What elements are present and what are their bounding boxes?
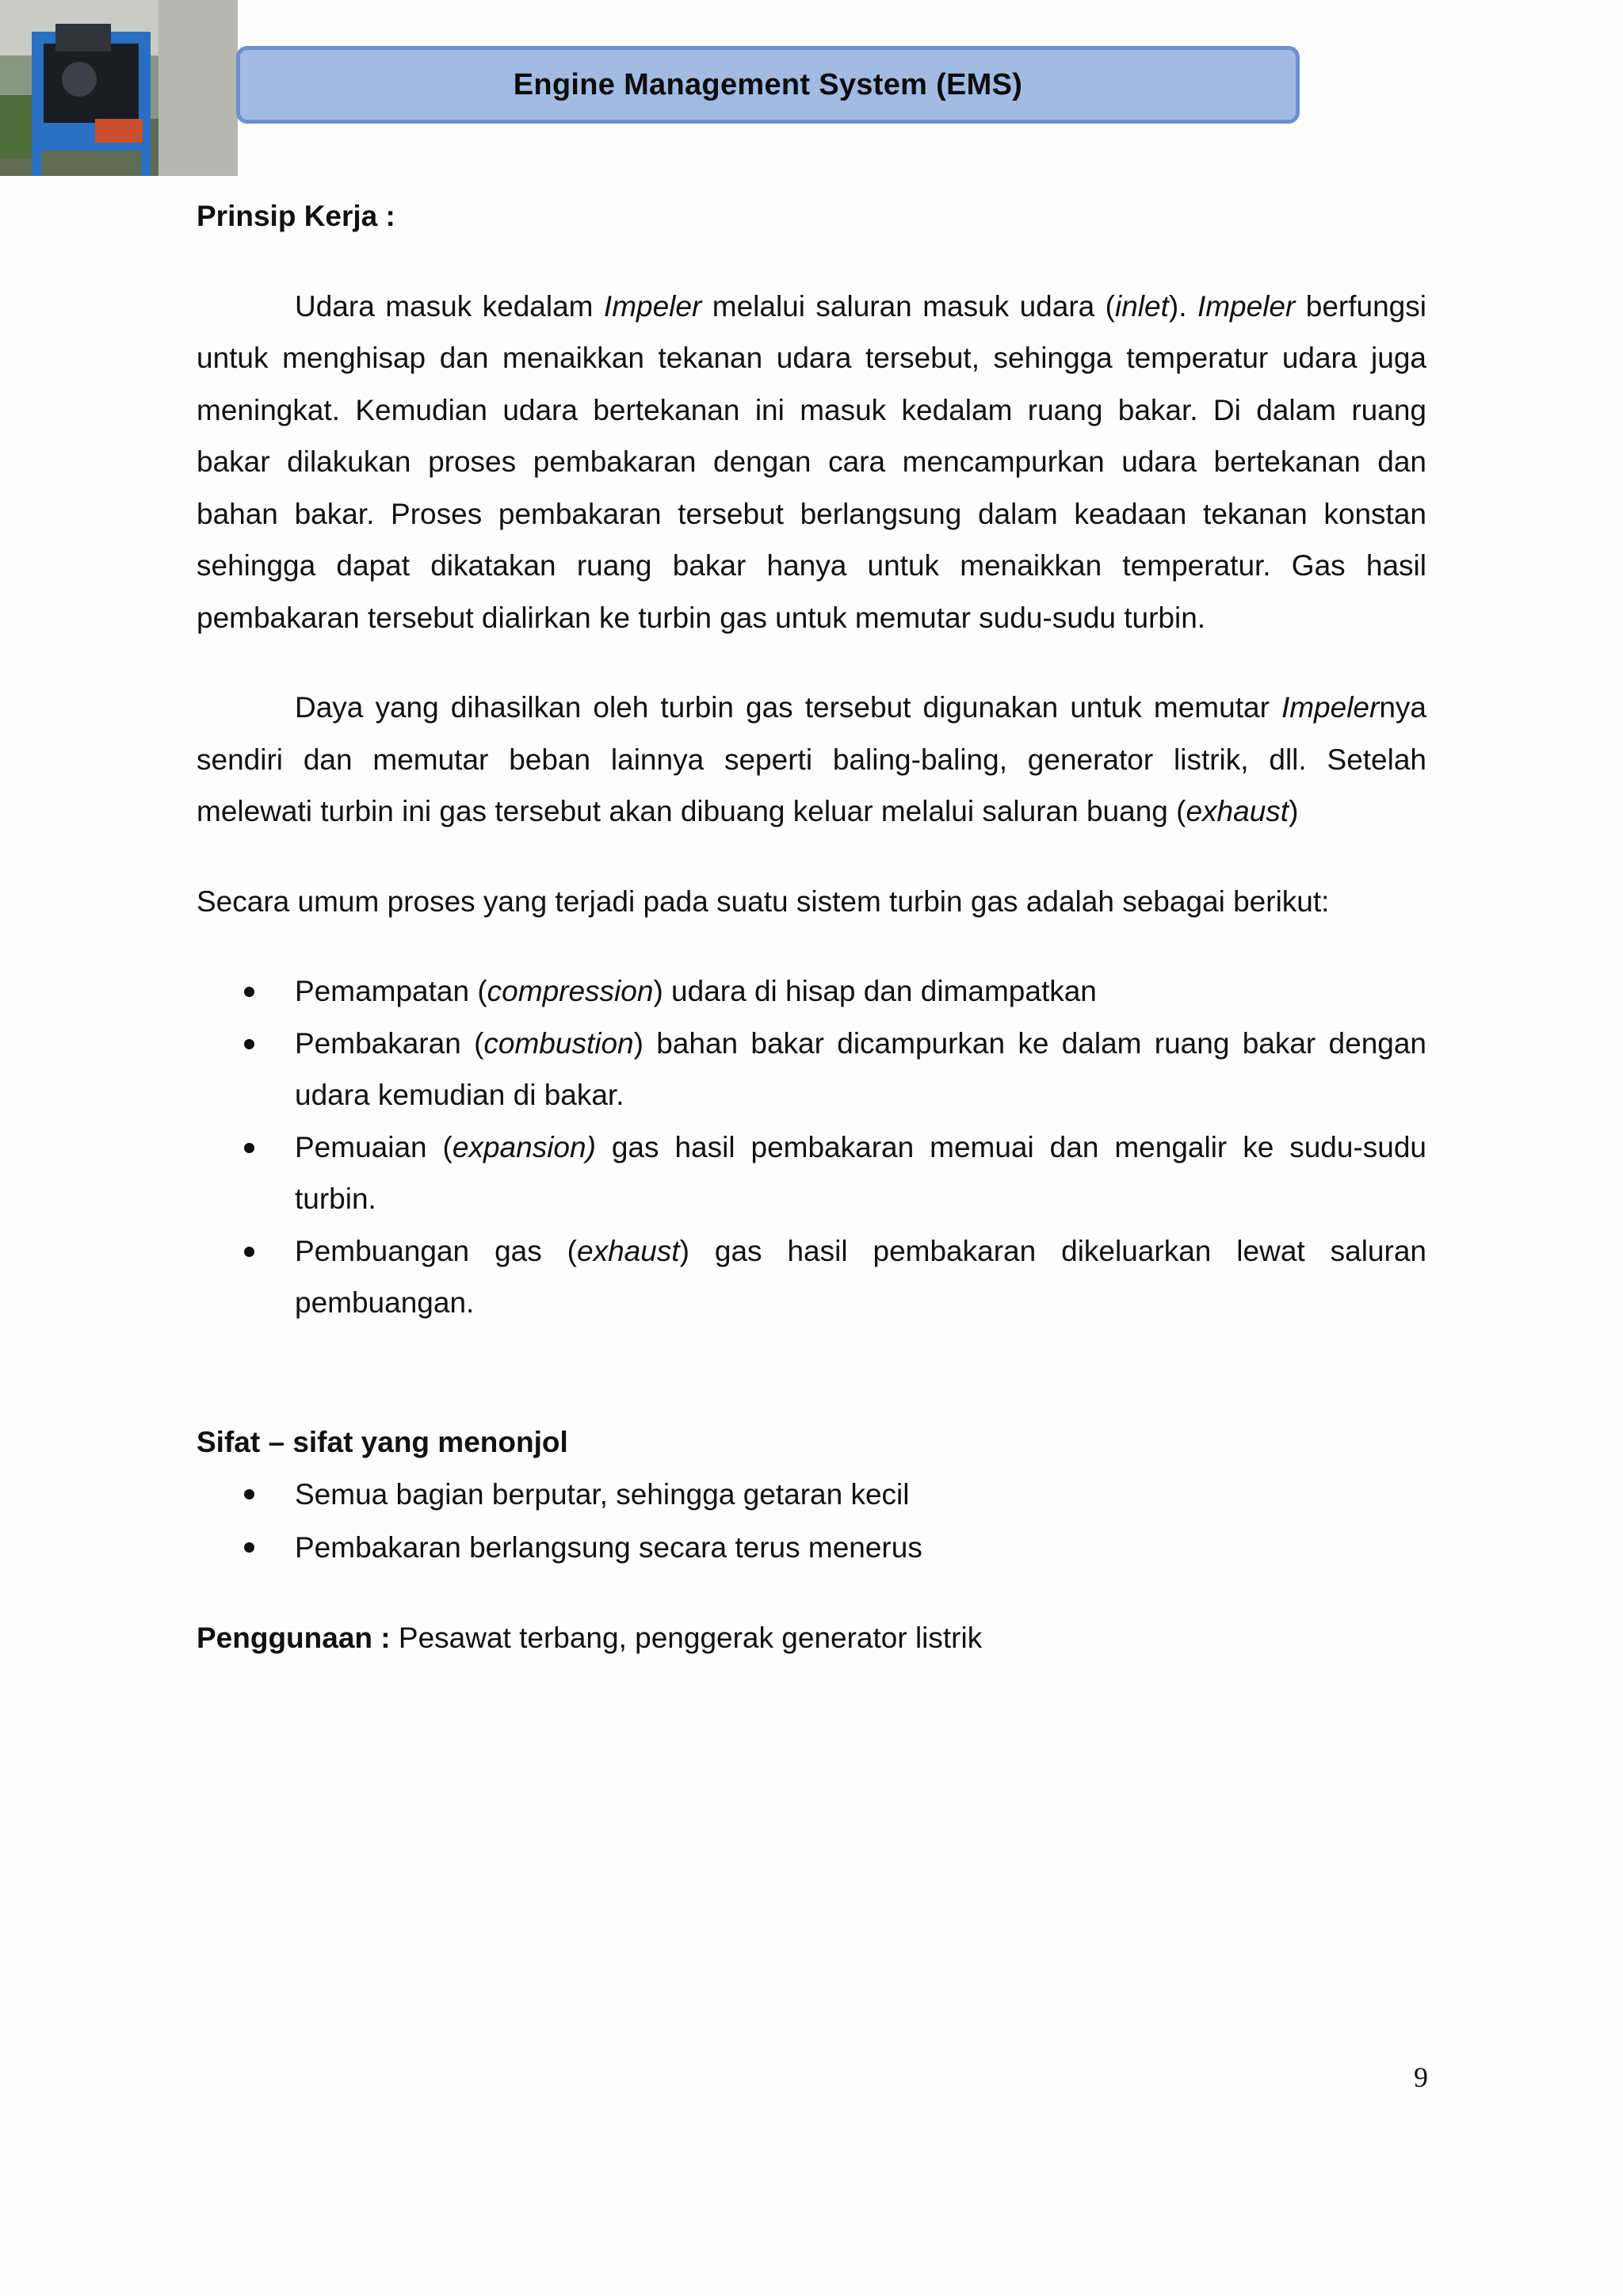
bullet-icon	[244, 1247, 254, 1257]
section-heading-prinsip-kerja: Prinsip Kerja :	[197, 200, 395, 232]
document-title: Engine Management System (EMS)	[513, 67, 1023, 101]
list-item: Pembakaran berlangsung secara terus menerus	[197, 1521, 1426, 1574]
usage-text: Pesawat terbang, penggerak generator listrik	[390, 1622, 983, 1654]
process-list	[197, 965, 1426, 1329]
section-heading-sifat: Sifat – sifat yang menonjol	[197, 1425, 568, 1458]
bullet-icon	[244, 1143, 254, 1153]
sifat-list	[197, 1468, 1426, 1574]
engine-trainer-photo	[0, 0, 238, 176]
usage-line	[197, 1612, 1426, 1664]
process-intro: Secara umum proses yang terjadi pada suatu sistem turbin gas adalah sebagai berikut:	[197, 884, 1330, 918]
list-item: Pembakaran (combustion) bahan bakar dicampurkan ke dalam ruang bakar dengan udara kemudian di bakar.	[197, 1018, 1426, 1121]
usage-label: Penggunaan :	[197, 1622, 391, 1654]
page-number: 9	[1414, 2061, 1428, 2093]
list-item: Pemampatan (compression) udara di hisap dan dimampatkan	[197, 965, 1426, 1018]
header-banner	[236, 46, 1300, 124]
paragraph-daya: Daya yang dihasilkan oleh turbin gas tersebut digunakan untuk memutar Impelernya sendiri dan memutar beban lainnya seperti baling-baling, generator listrik, dll. Setelah melewati turbin ini gas tersebut akan dibuang keluar melalui saluran buang (exhaust)	[197, 691, 1426, 827]
bullet-icon	[244, 1489, 254, 1499]
list-item: Semua bagian berputar, sehingga getaran kecil	[197, 1468, 1426, 1521]
bullet-icon	[244, 1542, 254, 1553]
list-item: Pembuangan gas (exhaust) gas hasil pembakaran dikeluarkan lewat saluran pembuangan.	[197, 1225, 1426, 1329]
bullet-icon	[244, 987, 254, 997]
page-content	[197, 190, 1426, 1664]
paragraph-prinsip-kerja: Udara masuk kedalam Impeler melalui saluran masuk udara (inlet). Impeler berfungsi untuk menghisap dan menaikkan tekanan udara tersebut, sehingga temperatur udara juga meningkat. Kemudian udara bertekanan ini masuk kedalam ruang bakar. Di dalam ruang bakar dilakukan proses pembakaran dengan cara mencampurkan udara bertekanan dan bahan bakar. Proses pembakaran tersebut berlangsung dalam keadaan tekanan konstan sehingga dapat dikatakan ruang bakar hanya untuk menaikkan temperatur. Gas hasil pembakaran tersebut dialirkan ke turbin gas untuk memutar sudu-sudu turbin.	[197, 289, 1426, 634]
bullet-icon	[244, 1039, 254, 1049]
list-item: Pemuaian (expansion) gas hasil pembakaran memuai dan mengalir ke sudu-sudu turbin.	[197, 1121, 1426, 1225]
